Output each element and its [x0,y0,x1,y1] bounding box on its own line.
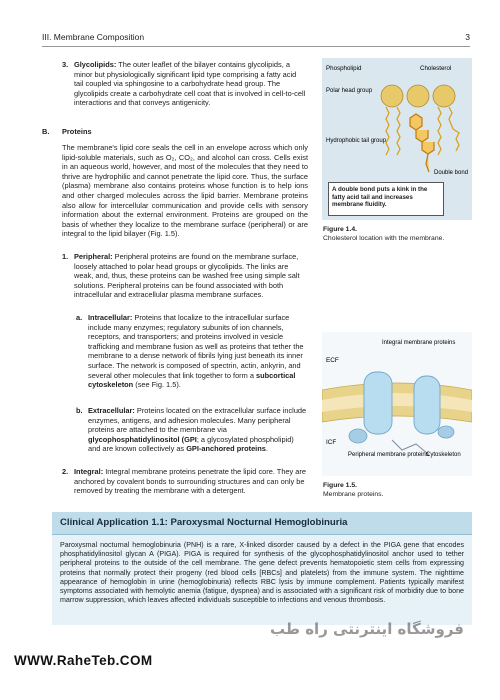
figure-1-5 [322,332,472,476]
label-hydrophobic: Hydrophobic tail group [326,138,387,144]
watermark-url[interactable]: WWW.RaheTeb.COM [14,653,153,668]
label-polar-head: Polar head group [326,88,373,94]
label-ecf: ECF [326,357,339,364]
term-glycolipids: Glycolipids: [74,60,117,69]
extracellular-paragraph [88,406,308,454]
intracellular-item [76,313,308,390]
running-header [42,30,470,47]
membrane-proteins-illustration [322,332,472,476]
term-gpi: glycophosphatidylinositol (GPI [88,434,197,444]
term-peripheral: Peripheral: [74,252,113,261]
term-gpi-anchored: GPI-anchored proteins [186,444,266,454]
clinical-title: Clinical Application 1.1: Paroxysmal Nocturnal Hemoglobinuria [60,517,348,528]
peripheral-item [62,252,308,300]
item-letter: a. [76,313,83,322]
glycolipids-text: The outer leaflet of the bilayer contains glycolipids, a minor but physiologically significant lipid type comprising a fatty acid tail coupled via sphingosine to a carbohydrate head group. The glycolipids create a carbohydrate cell coat that is involved in cell-to-cell interactions and that conveys antigenicity. [74,60,306,108]
figure-1-5-caption [323,482,473,499]
item-number: 3. [62,60,69,69]
glycolipids-item [62,60,306,108]
clinical-body: Paroxysmal nocturnal hemoglobinuria (PNH) is a rare, X-linked disorder caused by a defect in the PIGA gene that encodes phosphatidylinositol glycan A (PIGA). PIGA is required for synthesis of the glycophosphatidylinositol anchor used to tether peripheral proteins to the outside of the cell membrane. The gene defect prevents hematopoietic stem cells from expressing proteins that normally protect their progeny (red blood cells [RBCs] and platelets) from the immune system. The nighttime appearance of hemoglobin in urine (hemoglobinuria) reflects RBC lysis by immune complement. Patients typically manifest symptoms associated with hemolytic anemia (fatigue, dyspnea) and is associated with a significant risk of morbidity due to bone marrow suppression, which leaves affected individuals susceptible to infections and venous thrombosis. [60,541,464,605]
figure-1-4 [322,58,472,220]
watermark-persian: فروشگاه اینترنتی راه طب [269,620,464,638]
integral-text: Integral membrane proteins penetrate the lipid core. They are anchored by covalent bonds to surrounding structures and can only be removed by treating the membrane with a detergent. [74,467,306,496]
clinical-header [52,512,472,535]
term-subcortical-cytoskeleton: subcortical cytoskeleton [88,370,296,390]
peripheral-text: Peripheral proteins are found on the membrane surface, loosely attached to polar head groups or glycolipids. The links are weak, and, thus, these proteins can be washed free using simple salt solutions. Peripheral proteins can be found associated with both intracellular and extracellular plasma membrane surfaces. [74,252,300,300]
term-integral: Integral: [74,467,104,476]
figure-1-4-number: Figure 1.4. [323,226,357,233]
double-bond-note: A double bond puts a kink in the fatty acid tail and increases membrane fluidity. [328,182,444,216]
proteins-paragraph: The membrane's lipid core seals the cell in an envelope across which only lipid-soluble materials, such as O₂, CO₂, and alcohol can cross. Cells exist in an aqueous world, however, and most of the molecules that they need to thrive are hydrophilic and cannot penetrate the lipid core. Thus, the surface (plasma) membrane also contains proteins whose function is to help ions and other charged molecules across the lipid barrier. Membrane proteins also allow for intercellular communication and provide cells with sensory information about the external environment. Proteins are grouped on the basis of whether they localize to the membrane surface (peripheral) or are integral to the lipid bilayer (Fig. 1.5). [62,143,308,239]
intracellular-text: Proteins that localize to the intracellular surface include many enzymes; regulatory subunits of ion channels, receptors, and transporters; and proteins involved in vesicle trafficking and membrane fusion as well as proteins that tether the membrane to a dense network of fibrils lying just beneath its inner surface. The network is composed of spectrin, actin, ankyrin, and several other molecules that link together to form a [88,313,304,380]
extracellular-text: Proteins located on the extracellular surface include enzymes, antigens, and adhesion molecules. Many peripheral proteins are attached to the membrane via [88,406,307,435]
label-phospholipid: Phospholipid [326,65,362,72]
section-letter: B. [42,127,50,136]
label-cytoskeleton: Cytoskeleton [426,452,461,458]
glycolipids-paragraph [74,60,306,108]
item-number: 1. [62,252,69,261]
page-number: 3 [465,32,470,42]
term-intracellular: Intracellular: [88,313,133,322]
extracellular-tail: . [265,444,268,454]
item-number: 2. [62,467,69,476]
integral-paragraph [74,467,308,496]
label-peripheral-proteins: Peripheral membrane proteins [348,452,429,458]
extracellular-item [76,406,308,454]
peripheral-paragraph [74,252,308,300]
figure-1-5-number: Figure 1.5. [323,482,357,489]
item-letter: b. [76,406,83,415]
proteins-heading: Proteins [62,127,92,136]
clinical-application-box [52,512,472,625]
figure-1-5-text: Membrane proteins. [323,490,384,498]
figure-1-4-text: Cholesterol location with the membrane. [323,234,445,242]
label-double-bond: Double bond [434,170,469,176]
intracellular-paragraph [88,313,308,390]
label-icf: ICF [326,439,337,446]
term-extracellular: Extracellular: [88,406,135,415]
integral-item [62,467,308,496]
label-integral-proteins: Integral membrane proteins [382,340,456,346]
figure-1-4-caption [323,226,473,243]
label-cholesterol: Cholesterol [420,65,452,72]
section-title: III. Membrane Composition [42,32,145,42]
intracellular-tail: (see Fig. 1.5). [133,380,181,390]
extracellular-mid: ; a glycosylated phospholipid) and are known collectively as [88,434,294,454]
